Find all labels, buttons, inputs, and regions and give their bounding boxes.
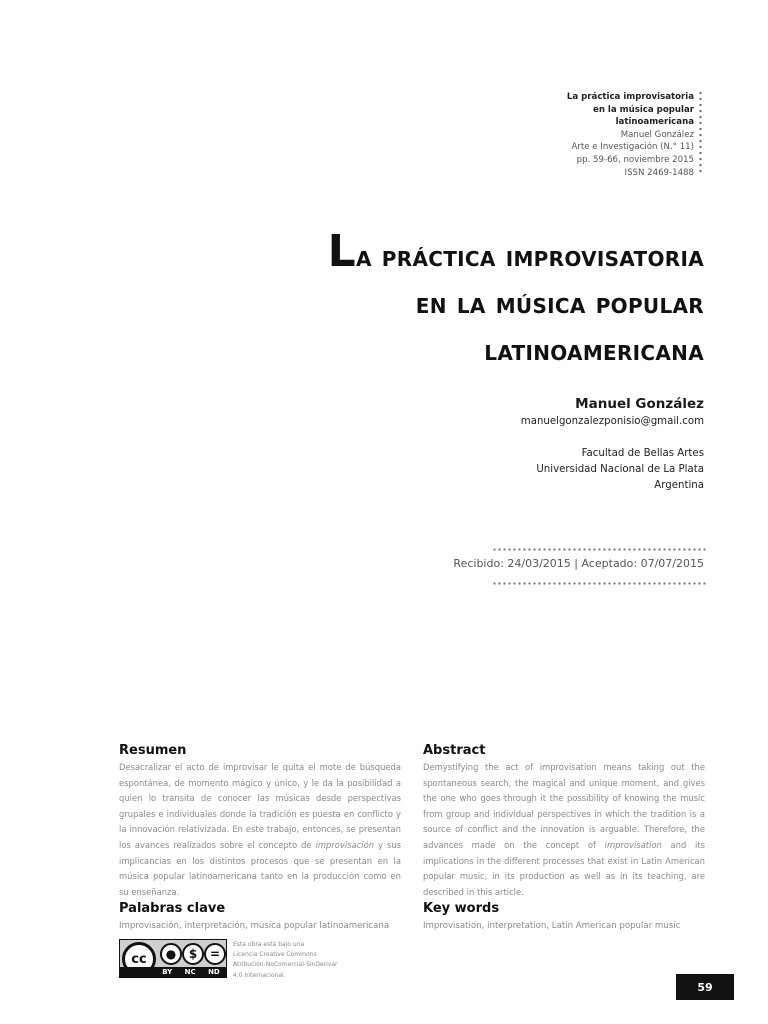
cc-terms-bar <box>120 967 226 977</box>
cc-nd-label: ND <box>208 968 220 976</box>
author-name: Manuel González <box>575 396 704 412</box>
resumen-heading: Resumen <box>119 743 187 758</box>
noderivatives-icon: = <box>204 943 226 965</box>
cc-by-label: BY <box>162 968 173 976</box>
vertical-dotted-rule <box>699 90 702 174</box>
header-title-line: La práctica improvisatoria <box>566 92 694 102</box>
affiliation-country: Argentina <box>654 480 704 491</box>
attribution-icon: ● <box>160 943 182 965</box>
creative-commons-badge[interactable] <box>119 939 227 978</box>
abstract-text-2: and its implications in the different processes that exist in Latin American popular music, in its production as well as in its teaching, are described in this article. <box>423 839 705 897</box>
header-title-line: en la música popular <box>592 104 694 115</box>
palabras-clave-text: Improvisación, interpretación, música popular latinoamericana <box>119 921 390 931</box>
resumen-italic-term: improvisación <box>315 839 375 850</box>
license-line: Atribución-NoComercial-SinDerivar <box>233 961 338 969</box>
title-line-2: en la música popular <box>415 287 704 320</box>
affiliation-faculty: Facultad de Bellas Artes <box>581 448 704 459</box>
abstract-italic-term: improvisation <box>604 839 662 850</box>
cc-nc-label: NC <box>184 968 196 976</box>
header-author: Manuel González <box>620 129 694 140</box>
resumen-text-1: Desacralizar el acto de improvisar le quita el mote de búsqueda espontánea, de momento mágico y único, y le da la posibilidad a quien lo transita de conocer las músicas desde perspectivas grupales e individuales donde la tradición es puesta en conflicto y la innovación relativizada. En este trabajo, entonces, se presentan los avances realizados sobre el concepto de <box>119 762 401 850</box>
article-title <box>184 228 704 374</box>
noncommercial-icon: $ <box>182 943 204 965</box>
key-words-heading: Key words <box>423 901 500 916</box>
author-email[interactable]: manuelgonzalezponisio@gmail.com <box>520 416 704 427</box>
license-text <box>233 940 343 981</box>
cc-icon: cc <box>122 942 156 976</box>
received-accepted-dates: Recibido: 24/03/2015 | Aceptado: 07/07/2015 <box>453 557 704 570</box>
resumen-text-2: y sus implicancias en los distintos procesos que se presentan en la música popular latinoamericana tanto en la producción como en su enseñanza. <box>119 839 401 897</box>
title-line-3: latinoamericana <box>484 334 704 367</box>
title-line-1 <box>184 228 704 280</box>
license-line: Licencia Creative Commons <box>233 951 317 959</box>
key-words-text: Improvisation, interpretation, Latin American popular music <box>423 921 681 931</box>
running-header <box>434 91 694 179</box>
abstract-body <box>423 760 705 900</box>
title-line-1-text: a práctica improvisatoria <box>355 240 704 273</box>
abstract-heading: Abstract <box>423 743 486 758</box>
header-issn: ISSN 2469-1488 <box>624 167 694 178</box>
affiliation-university: Universidad Nacional de La Plata <box>536 464 704 475</box>
resumen-body <box>119 760 401 900</box>
header-pages: pp. 59-66, noviembre 2015 <box>576 154 694 165</box>
license-line: Esta obra está bajo una <box>233 941 305 948</box>
title-initial: L <box>327 226 356 277</box>
abstract-text-1: Demystifying the act of improvisation means taking out the spontaneous search, the magical and unique moment, and gives the one who goes through it the possibility of knowing the music from group and individual perspectives in which the tradition is a source of conflict and the innovation is arguable. Therefore, the advances made on the concept of <box>423 762 705 850</box>
license-line: 4.0 Internacional. <box>233 971 286 979</box>
dotted-rule-top <box>492 548 706 551</box>
palabras-clave-heading: Palabras clave <box>119 901 226 916</box>
dotted-rule-bottom <box>492 582 706 585</box>
header-title-line: latinoamericana <box>615 117 694 128</box>
page-number: 59 <box>676 974 734 1000</box>
header-journal: Arte e Investigación (N.° 11) <box>571 142 694 153</box>
